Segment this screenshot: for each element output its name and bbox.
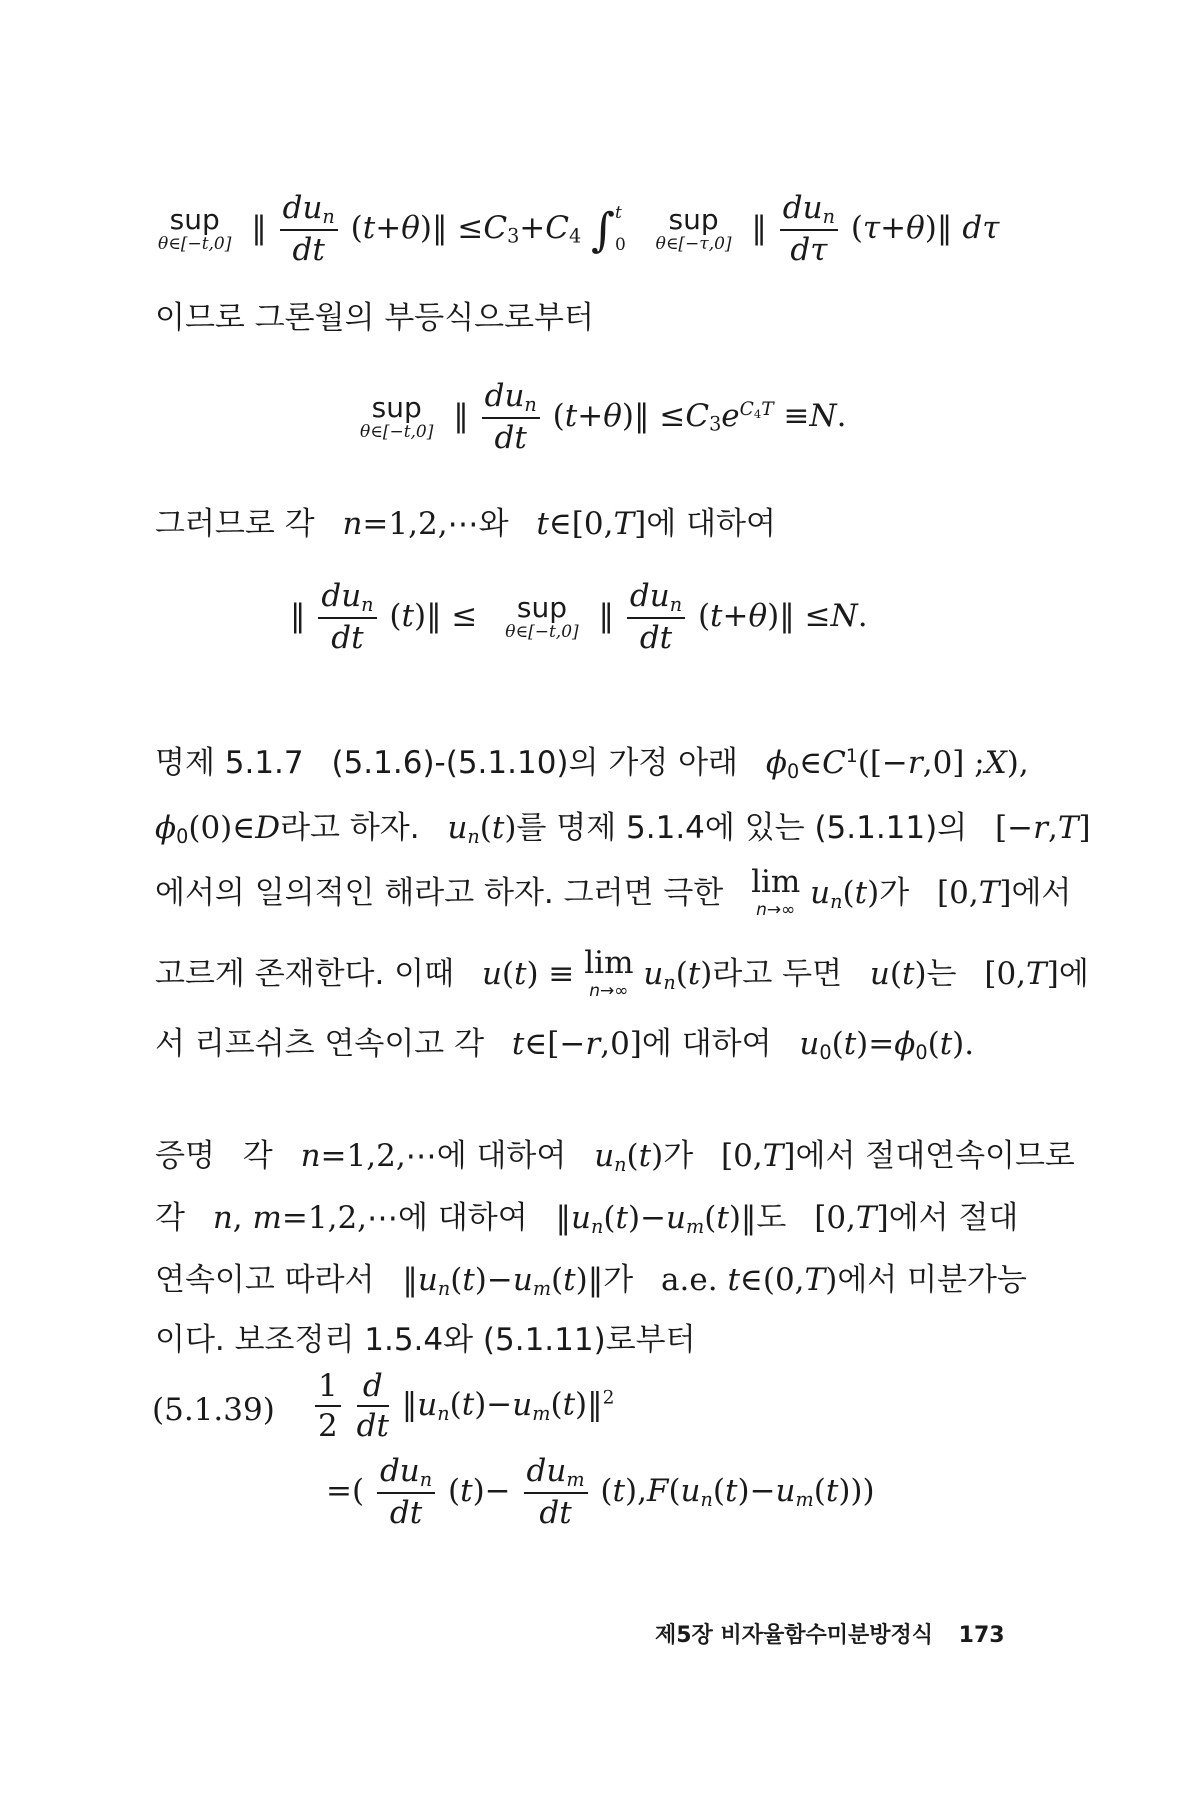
text: 서 리프쉬츠 연속이고 각: [155, 1026, 485, 1062]
proposition-line-5: 서 리프쉬츠 연속이고 각 t∈[−r,0]에 대하여 $u_0(t)=\phi_0(t)$.: [155, 1026, 975, 1064]
text: 라고 하자.: [280, 810, 420, 846]
text: 이므로 그론월의 부등식으로부터: [155, 300, 594, 336]
text: 에 대하여: [398, 1200, 528, 1236]
text: 에서 절대연속이므로: [795, 1138, 1075, 1174]
proposition-line-1: 명제 5.1.7 (5.1.6)-(5.1.10)의 가정 아래 $\phi_0\in C^1([-r,0]$ ;X),: [155, 745, 1029, 783]
fraction: $\frac{du_n}{dt}$: [318, 580, 376, 655]
sup-operator: sup θ∈[−t,0]: [505, 590, 579, 642]
limit-operator: lim n→∞: [751, 864, 801, 920]
sup-operator: sup θ∈[−t,0]: [158, 202, 232, 254]
proof-heading: 증명: [155, 1138, 215, 1174]
text: 각: [155, 1200, 185, 1236]
text: 에서: [1011, 875, 1072, 911]
proposition-line-4: 고르게 존재한다. 이때 u(t) ≡ lim n→∞ $u_n(t)$라고 두면 u(t)는 [0,T]에: [155, 945, 1089, 1001]
text: 에: [1058, 956, 1089, 992]
proposition-line-2: $\phi_0(0)\in D$라고 하자. $u_n(t)$를 명제 5.1.4에 있는 (5.1.11)의 [−r,T]: [155, 810, 1091, 848]
limit-operator: lim n→∞: [584, 945, 634, 1001]
text: 와: [478, 506, 509, 542]
text: 는: [926, 956, 957, 992]
fraction: $\frac{du_m}{dt}$: [524, 1455, 588, 1530]
text: 에서 절대: [888, 1200, 1019, 1236]
fraction-half: $\frac{1}{2}$: [315, 1370, 341, 1442]
equation-label: [152, 1392, 275, 1428]
sup-operator: sup θ∈[−t,0]: [360, 390, 434, 442]
equation-number: (5.1.39): [152, 1392, 275, 1428]
text: (5.1.6)-(5.1.10)의 가정 아래: [331, 745, 738, 781]
text: 에 대하여: [436, 1138, 567, 1174]
text: 그러므로 각: [155, 506, 315, 542]
text: 가: [879, 875, 910, 911]
equation-5-1-39-line-1: $\frac{1}{2}$ $\frac{d}{dt}$ $‖u_n(t)-u_m(t)‖^2$: [312, 1370, 614, 1442]
equation-2: sup θ∈[−t,0] ‖ $\frac{du_n}{dt}$ (t+θ)‖ $\le C_3e^{C_4T} \equiv N$.: [360, 378, 847, 456]
text-line: 그러므로 각 n=1,2,⋯와 t∈[0,T]에 대하여: [155, 506, 776, 542]
text: 에서의 일의적인 해라고 하자. 그러면 극한: [155, 875, 724, 911]
fraction: $\frac{du_n}{d\tau}$: [780, 192, 838, 267]
fraction: $\frac{du_n}{dt}$: [482, 380, 540, 455]
text: 연속이고 따라서: [155, 1262, 375, 1298]
fraction: $\frac{du_n}{dt}$: [377, 1455, 435, 1530]
text: 를 명제 5.1.4에 있는 (5.1.11)의: [516, 810, 968, 846]
text: 가: [603, 1262, 634, 1298]
text: 가: [663, 1138, 694, 1174]
proof-line-4: [155, 1314, 1060, 1359]
text: 고르게 존재한다. 이때: [155, 956, 455, 992]
text: 에 대하여: [646, 506, 776, 542]
text: 이다. 보조정리 1.5.4와 (5.1.11)로부터: [155, 1322, 696, 1358]
fraction: $\frac{du_n}{dt}$: [280, 192, 338, 267]
proof-line-1: 증명 각 n=1,2,⋯에 대하여 $u_n(t)$가 [0,T]에서 절대연속이므로: [155, 1138, 1075, 1176]
chapter-title: 제5장 비자율함수미분방정식: [655, 1623, 933, 1648]
equation-3: ‖ $\frac{du_n}{dt}$ (t)‖ ≤ sup θ∈[−t,0] ‖ $\frac{du_n}{dt}$ (t+θ)‖ ≤N.: [290, 578, 868, 656]
text: 각: [242, 1138, 273, 1174]
page-number: 173: [958, 1623, 1005, 1648]
page-footer: [655, 1618, 1005, 1649]
text: 에서 미분가능: [837, 1262, 1027, 1298]
sup-operator: sup θ∈[−τ,0]: [655, 202, 732, 254]
equation-1: sup θ∈[−t,0] ‖ $\frac{du_n}{dt}$ (t+θ)‖ $\le C_3+C_4$ ∫ t 0 sup θ∈[−τ,0] ‖ $\frac{du_n}{d\tau}$ (τ+θ)‖ dτ: [158, 190, 1000, 268]
proposition-heading: 명제 5.1.7: [155, 745, 304, 781]
text: 도: [756, 1200, 787, 1236]
text: a.e.: [661, 1262, 718, 1298]
fraction-d-dt: $\frac{d}{dt}$: [356, 1368, 389, 1444]
text: 에 대하여: [641, 1026, 772, 1062]
proof-line-3: 연속이고 따라서 $‖u_n(t)-u_m(t)‖$가 a.e. t∈(0,T)에서 미분가능: [155, 1262, 1027, 1300]
text-line: [155, 292, 1060, 337]
integral-sign: ∫: [591, 202, 616, 257]
equation-5-1-39-line-2: =( $\frac{du_n}{dt}$ (t)− $\frac{du_m}{dt}$ $(t),F(u_n(t)-u_m(t))$): [326, 1453, 875, 1531]
proposition-line-3: 에서의 일의적인 해라고 하자. 그러면 극한 lim n→∞ $u_n(t)$가 [0,T]에서: [155, 864, 1072, 920]
text: 라고 두면: [712, 956, 843, 992]
fraction: $\frac{du_n}{dt}$: [627, 580, 685, 655]
proof-line-2: 각 n, m=1,2,⋯에 대하여 $‖u_n(t)-u_m(t)‖$도 [0,T]에서 절대: [155, 1200, 1019, 1238]
